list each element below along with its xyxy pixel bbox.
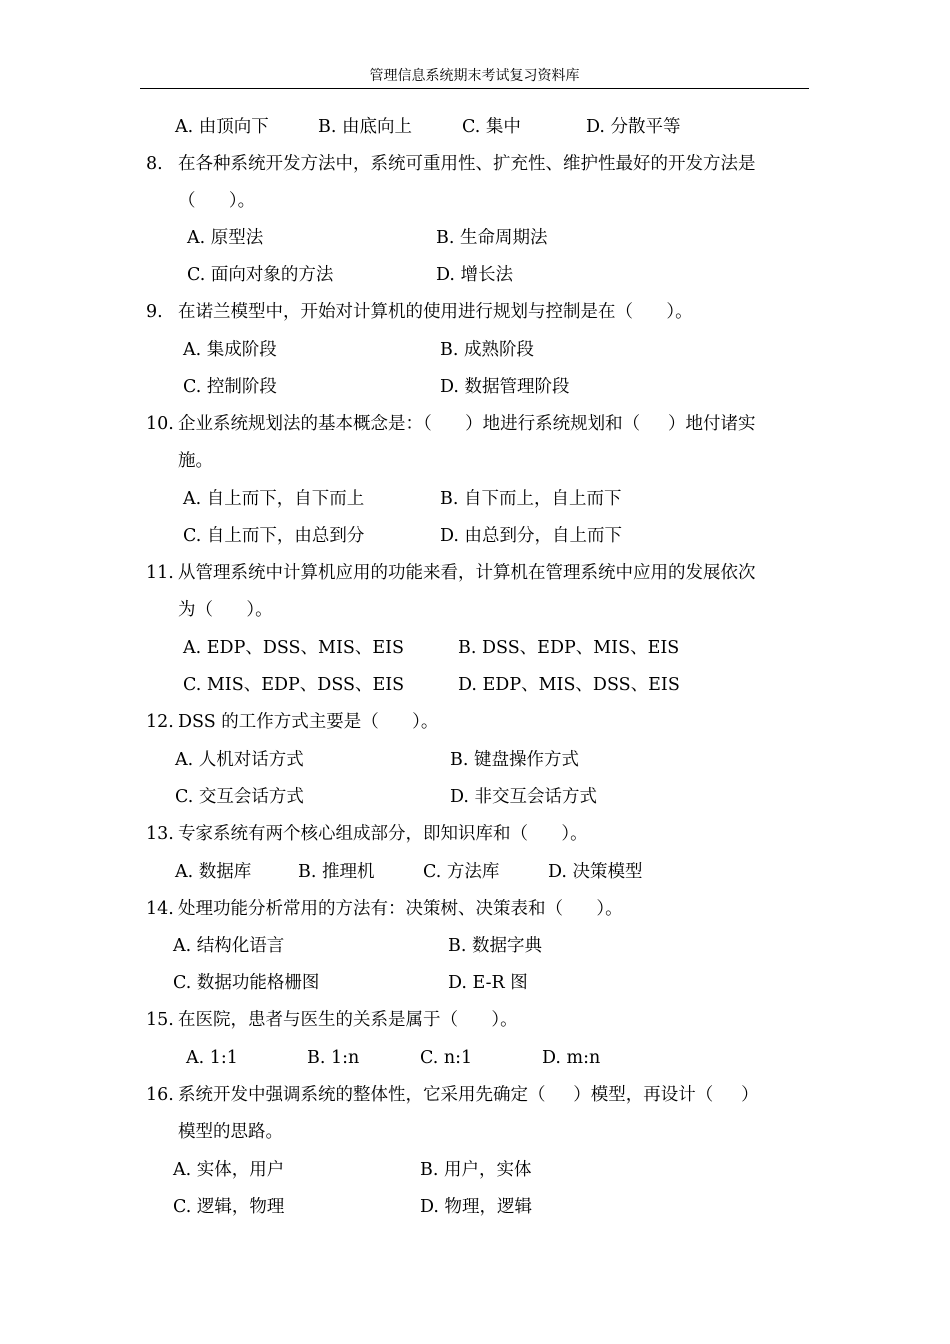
option-a: A. 自上而下，自下而上	[183, 489, 365, 509]
option-c: C. MIS、EDP、DSS、EIS	[183, 675, 405, 695]
option-b: B. 由底向上	[318, 117, 412, 137]
option-b: B. 成熟阶段	[440, 340, 534, 360]
option-a: A. 集成阶段	[183, 340, 277, 360]
question-text: 在各种系统开发方法中，系统可重用性、扩充性、维护性最好的开发方法是	[178, 154, 756, 174]
question-text-continued: 为（ ）。	[178, 600, 273, 620]
option-b: B. 1:n	[307, 1048, 360, 1068]
option-d: D. m:n	[542, 1048, 601, 1068]
option-a: A. 结构化语言	[173, 936, 285, 956]
question-number: 12.	[146, 712, 174, 732]
option-d: D. 决策模型	[548, 862, 643, 882]
question-text-continued: 模型的思路。	[178, 1122, 283, 1142]
option-d: D. 数据管理阶段	[440, 377, 570, 397]
option-d: D. 物理，逻辑	[420, 1197, 533, 1217]
question-text: DSS 的工作方式主要是（ ）。	[178, 712, 439, 732]
option-c: C. 交互会话方式	[175, 787, 304, 807]
option-b: B. DSS、EDP、MIS、EIS	[458, 638, 680, 658]
option-c: C. 控制阶段	[183, 377, 277, 397]
option-d: D. E-R 图	[448, 973, 528, 993]
option-a: A. EDP、DSS、MIS、EIS	[183, 638, 405, 658]
option-a: A. 实体，用户	[173, 1160, 285, 1180]
option-d: D. 分散平等	[586, 117, 681, 137]
question-number: 16.	[146, 1085, 174, 1105]
question-text: 在诺兰模型中，开始对计算机的使用进行规划与控制是在（ ）。	[178, 302, 693, 322]
question-text: 系统开发中强调系统的整体性，它采用先确定（ ）模型，再设计（ ）	[178, 1085, 759, 1105]
question-text-continued: 施。	[178, 451, 213, 471]
option-c: C. 面向对象的方法	[187, 265, 334, 285]
header-divider	[140, 88, 809, 89]
option-b: B. 生命周期法	[436, 228, 548, 248]
question-text: 处理功能分析常用的方法有：决策树、决策表和（ ）。	[178, 899, 623, 919]
question-number: 15.	[146, 1010, 174, 1030]
question-text: 在医院，患者与医生的关系是属于（ ）。	[178, 1010, 518, 1030]
option-c: C. 逻辑，物理	[173, 1197, 285, 1217]
question-text: 企业系统规划法的基本概念是：（ ）地进行系统规划和（ ）地付诸实	[178, 414, 756, 434]
question-number: 8.	[146, 154, 163, 174]
option-a: A. 由顶向下	[175, 117, 269, 137]
question-number: 11.	[146, 563, 174, 583]
option-a: A. 1:1	[186, 1048, 238, 1068]
page-header-title: 管理信息系统期末考试复习资料库	[369, 68, 580, 84]
option-c: C. 集中	[462, 117, 521, 137]
option-d: D. 非交互会话方式	[450, 787, 598, 807]
option-a: A. 原型法	[187, 228, 264, 248]
option-b: B. 键盘操作方式	[450, 750, 579, 770]
option-a: A. 数据库	[175, 862, 252, 882]
option-c: C. 数据功能格栅图	[173, 973, 320, 993]
option-b: B. 推理机	[298, 862, 375, 882]
question-number: 14.	[146, 899, 174, 919]
question-text-continued: （ ）。	[178, 191, 256, 211]
option-b: B. 自下而上，自上而下	[440, 489, 622, 509]
question-text: 从管理系统中计算机应用的功能来看，计算机在管理系统中应用的发展依次	[178, 563, 756, 583]
question-number: 10.	[146, 414, 174, 434]
option-d: D. 由总到分，自上而下	[440, 526, 623, 546]
option-b: B. 用户，实体	[420, 1160, 532, 1180]
question-number: 13.	[146, 824, 174, 844]
option-d: D. EDP、MIS、DSS、EIS	[458, 675, 680, 695]
option-a: A. 人机对话方式	[175, 750, 304, 770]
option-b: B. 数据字典	[448, 936, 542, 956]
option-c: C. 方法库	[423, 862, 500, 882]
option-c: C. n:1	[420, 1048, 473, 1068]
option-c: C. 自上而下，由总到分	[183, 526, 365, 546]
option-d: D. 增长法	[436, 265, 514, 285]
question-text: 专家系统有两个核心组成部分，即知识库和（ ）。	[178, 824, 588, 844]
question-number: 9.	[146, 302, 163, 322]
